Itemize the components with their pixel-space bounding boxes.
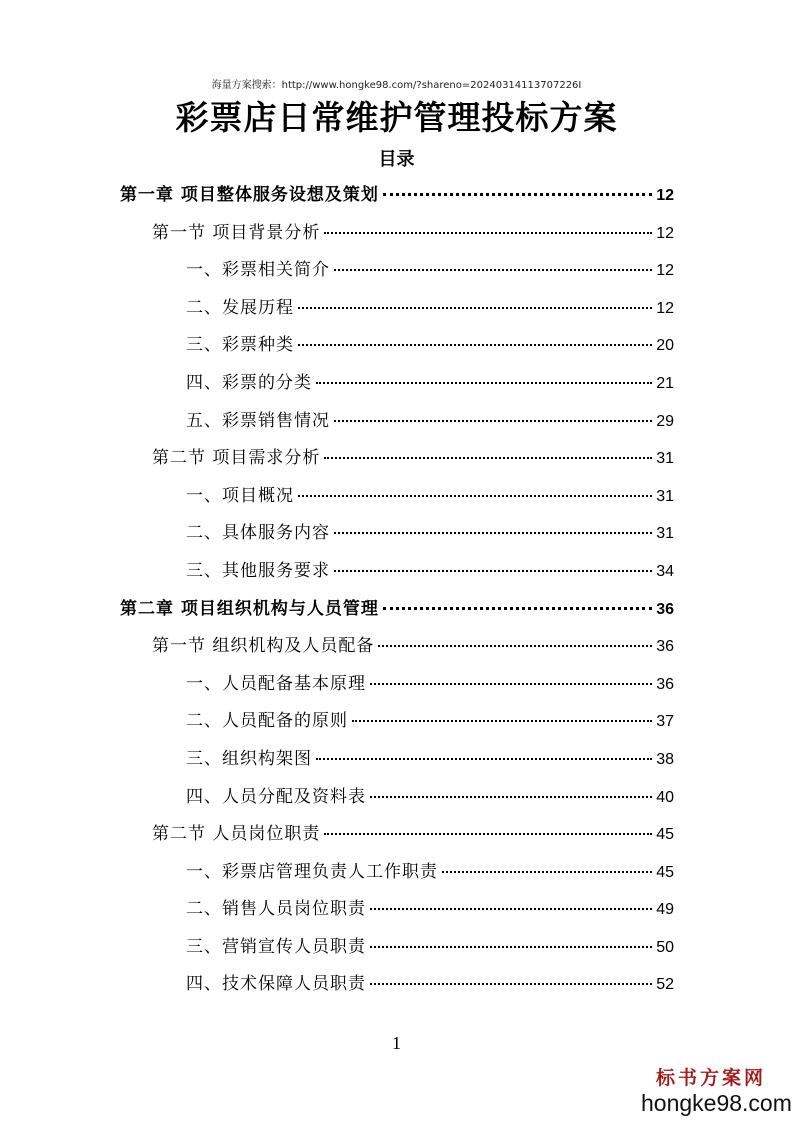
toc-entry-page: 36 [656, 600, 674, 618]
toc-entry[interactable] [120, 857, 674, 895]
toc-entry-page: 34 [656, 562, 674, 580]
watermark-title: 标书方案网 [655, 1067, 766, 1089]
toc-dot-leader [370, 796, 652, 798]
toc-dot-leader [298, 344, 652, 346]
toc-dot-leader [334, 420, 652, 422]
toc-dot-leader [316, 758, 652, 760]
toc-entry[interactable] [120, 518, 674, 556]
toc-entry-page: 12 [656, 262, 674, 280]
toc-entry-label: 第二节 项目需求分析 [152, 448, 321, 469]
toc-entry-label: 第一节 项目背景分析 [152, 222, 321, 243]
toc-dot-leader [298, 307, 652, 309]
toc-entry[interactable] [120, 782, 674, 820]
toc-entry[interactable] [120, 481, 674, 519]
toc-entry-page: 45 [656, 826, 674, 844]
toc-entry-label: 第一节 组织机构及人员配备 [152, 636, 375, 657]
toc-dot-leader [383, 193, 652, 196]
toc-dot-leader [352, 720, 652, 722]
toc-entry-page: 20 [656, 337, 674, 355]
toc-entry[interactable] [120, 556, 674, 594]
toc-entry-label: 一、项目概况 [186, 485, 294, 506]
page-number: 1 [392, 1033, 401, 1053]
toc-entry-label: 第二章 项目组织机构与人员管理 [120, 598, 379, 619]
toc-entry-page: 21 [656, 374, 674, 392]
toc-entry-page: 31 [656, 525, 674, 543]
toc-entry-label: 四、人员分配及资料表 [186, 786, 366, 807]
toc-entry-page: 49 [656, 901, 674, 919]
toc-dot-leader [378, 645, 652, 647]
toc-entry-label: 三、营销宣传人员职责 [186, 936, 366, 957]
toc-entry-page: 40 [656, 788, 674, 806]
document-title: 彩票店日常维护管理投标方案 [175, 98, 618, 137]
toc-entry-page: 31 [656, 487, 674, 505]
site-watermark [641, 1066, 792, 1116]
toc-entry-page: 12 [656, 187, 674, 204]
toc-dot-leader [334, 269, 652, 271]
toc-entry[interactable] [120, 744, 674, 782]
toc-entry[interactable] [120, 932, 674, 970]
toc-entry-page: 36 [656, 638, 674, 656]
toc-dot-leader [324, 457, 652, 459]
toc-entry-label: 二、销售人员岗位职责 [186, 899, 366, 920]
toc-entry-label: 一、人员配备基本原理 [186, 673, 366, 694]
header-search-note: 海量方案搜索：http://www.hongke98.com/?shareno=20240314113707226I [211, 80, 582, 91]
toc-entry[interactable] [120, 218, 674, 256]
toc-entry-page: 38 [656, 750, 674, 768]
toc-entry-label: 二、具体服务内容 [186, 523, 330, 544]
toc-dot-leader [316, 382, 652, 384]
toc-dot-leader [383, 607, 652, 610]
toc-entry[interactable] [120, 330, 674, 368]
toc-entry-page: 29 [656, 412, 674, 430]
toc-entry-label: 第二节 人员岗位职责 [152, 824, 321, 845]
toc-dot-leader [370, 946, 652, 948]
toc-entry-page: 36 [656, 675, 674, 693]
toc-dot-leader [324, 833, 652, 835]
toc-dot-leader [370, 908, 652, 910]
toc-entry[interactable] [120, 594, 674, 632]
toc-entry-page: 45 [656, 863, 674, 881]
toc-entry[interactable] [120, 406, 674, 444]
toc-entry[interactable] [120, 255, 674, 293]
toc-entry-page: 12 [656, 224, 674, 242]
toc-entry-page: 37 [656, 713, 674, 731]
toc-entry[interactable] [120, 669, 674, 707]
toc-dot-leader [298, 495, 652, 497]
toc-entry[interactable] [120, 180, 674, 218]
toc-dot-leader [370, 683, 652, 685]
table-of-contents [120, 180, 674, 1007]
watermark-domain: hongke98.com [641, 1090, 792, 1116]
toc-entry[interactable] [120, 443, 674, 481]
toc-entry[interactable] [120, 368, 674, 406]
toc-entry-page: 12 [656, 299, 674, 317]
toc-dot-leader [334, 570, 652, 572]
toc-entry[interactable] [120, 293, 674, 331]
toc-entry-label: 一、彩票店管理负责人工作职责 [186, 861, 438, 882]
toc-entry-page: 31 [656, 450, 674, 468]
toc-entry-label: 二、发展历程 [186, 297, 294, 318]
toc-entry-label: 一、彩票相关简介 [186, 260, 330, 281]
toc-entry-page: 52 [656, 976, 674, 994]
toc-entry-label: 四、彩票的分类 [186, 372, 312, 393]
toc-entry-page: 50 [656, 938, 674, 956]
toc-dot-leader [334, 532, 652, 534]
toc-entry-label: 三、彩票种类 [186, 335, 294, 356]
toc-dot-leader [324, 232, 652, 234]
toc-entry[interactable] [120, 819, 674, 857]
toc-heading: 目录 [378, 149, 415, 170]
toc-entry[interactable] [120, 894, 674, 932]
toc-entry[interactable] [120, 631, 674, 669]
toc-entry-label: 三、其他服务要求 [186, 560, 330, 581]
toc-entry[interactable] [120, 706, 674, 744]
toc-dot-leader [442, 871, 652, 873]
toc-entry-label: 第一章 项目整体服务设想及策划 [120, 185, 379, 205]
toc-dot-leader [370, 983, 652, 985]
toc-entry-label: 四、技术保障人员职责 [186, 974, 366, 995]
toc-entry-label: 五、彩票销售情况 [186, 410, 330, 431]
toc-entry-label: 二、人员配备的原则 [186, 711, 348, 732]
toc-entry-label: 三、组织构架图 [186, 748, 312, 769]
toc-entry[interactable] [120, 969, 674, 1007]
